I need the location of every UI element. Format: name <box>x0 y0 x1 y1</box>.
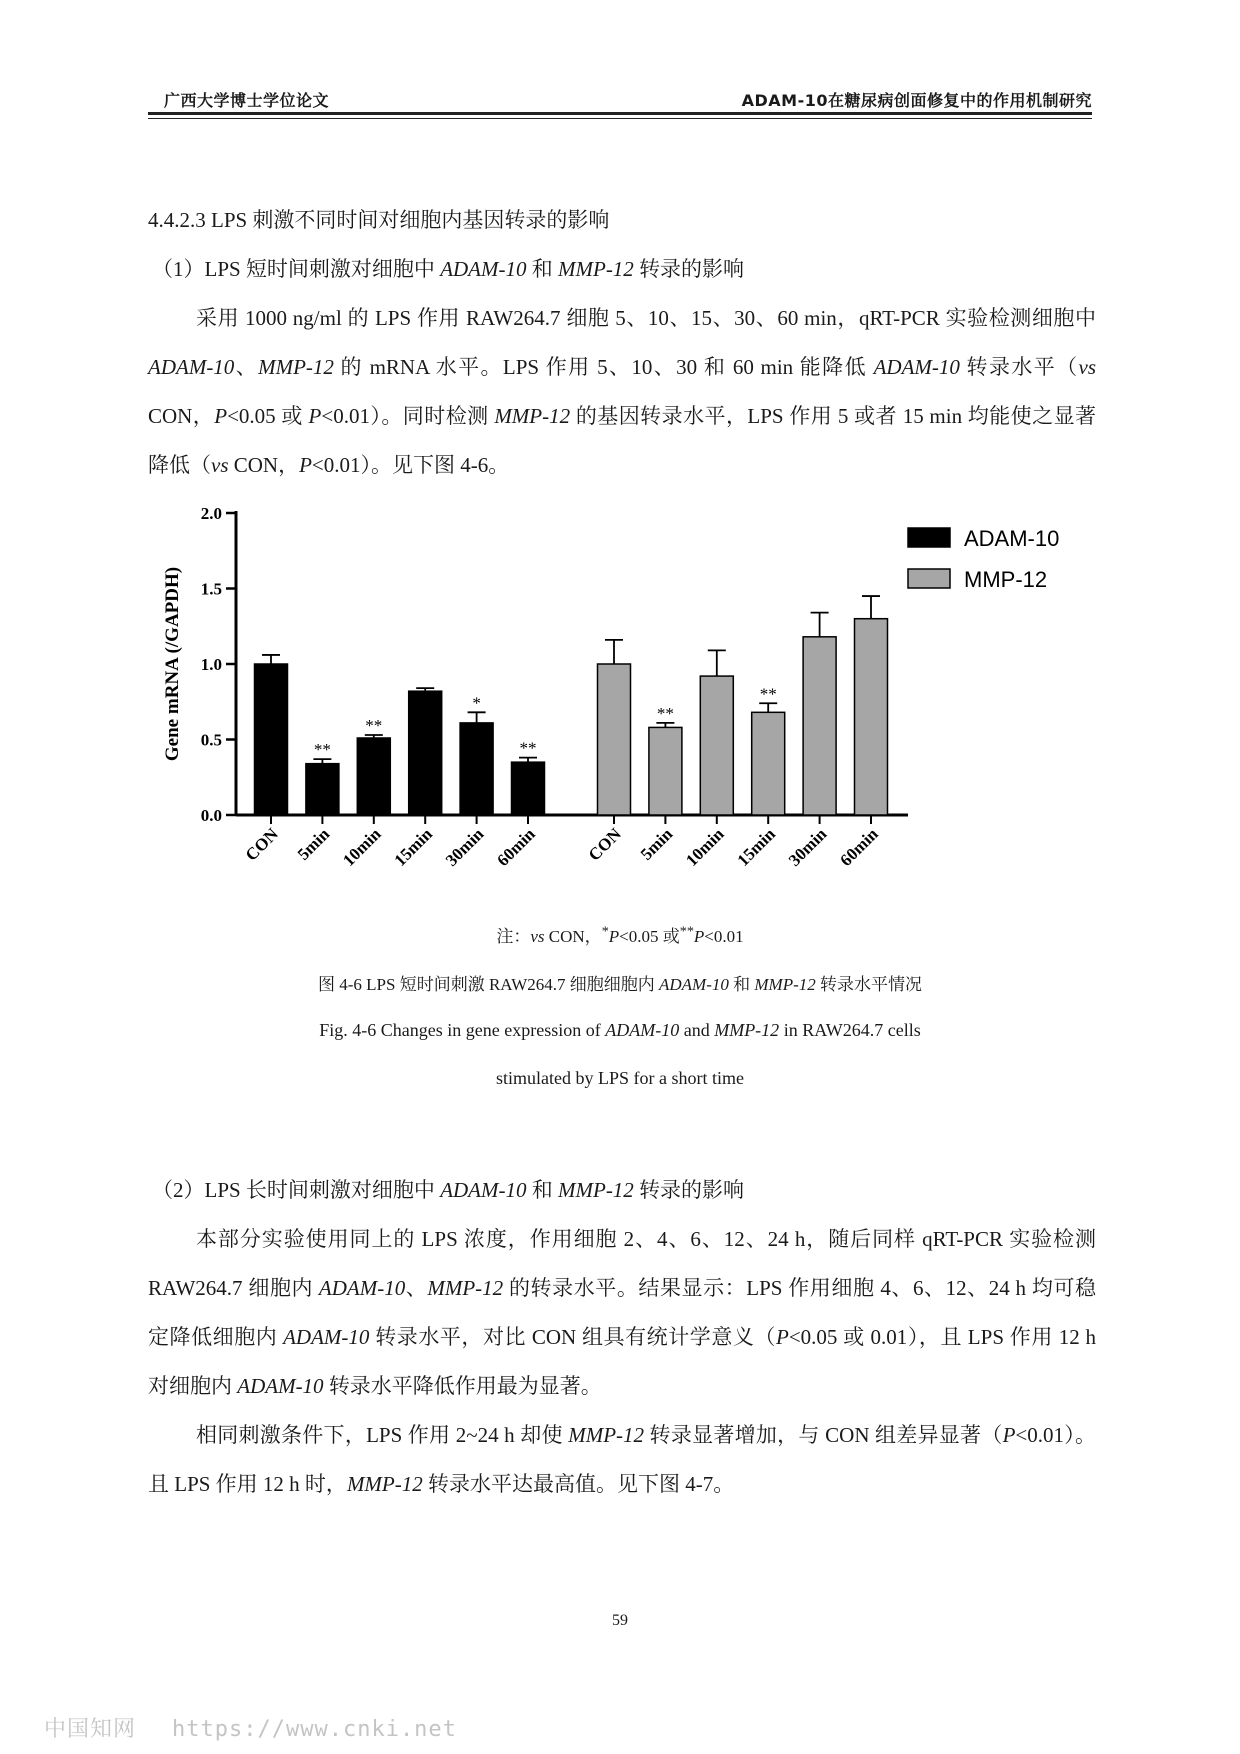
x-tick-label: 10min <box>682 824 728 870</box>
y-tick-label: 2.0 <box>200 504 222 523</box>
bar-mmp-12 <box>803 637 836 815</box>
bottom-text-block <box>148 1166 1096 1509</box>
section-heading: 4.4.2.3 LPS 刺激不同时间对细胞内基因转录的影响 <box>148 208 610 232</box>
running-header-left: 广西大学博士学位论文 <box>164 91 330 110</box>
x-tick-label: 15min <box>390 824 437 870</box>
legend-label: MMP-12 <box>964 567 1048 592</box>
bar-adam-10 <box>512 762 545 815</box>
significance-label: ** <box>519 738 537 758</box>
figure-caption-cn: 图 4-6 LPS 短时间刺激 RAW264.7 细胞细胞内 ADAM-10 和 MMP-12 转录水平情况 <box>317 975 922 994</box>
significance-label: ** <box>656 703 674 723</box>
bar-adam-10 <box>255 664 288 815</box>
bar-adam-10 <box>306 764 339 815</box>
x-tick-label: 60min <box>836 824 882 870</box>
x-tick-label: 60min <box>493 824 539 870</box>
x-tick-label: 30min <box>441 824 488 870</box>
page-number: 59 <box>612 1612 628 1629</box>
paragraph-3: 相同刺激条件下，LPS 作用 2~24 h 却使 MMP-12 转录显著增加，与 CON 组差异显著（P<0.01）。且 LPS 作用 12 h 时，MMP-12 转录水平达最高值。见下图 4-7。 <box>148 1423 1097 1496</box>
y-tick-label: 0.5 <box>200 730 222 750</box>
y-axis-label: Gene mRNA (/GAPDH) <box>162 566 183 762</box>
bar-mmp-12 <box>700 676 733 815</box>
legend-swatch <box>908 528 950 547</box>
significance-label: * <box>472 693 481 713</box>
y-tick-label: 1.5 <box>200 579 222 599</box>
bar-mmp-12 <box>752 712 785 815</box>
subsection-1-heading: （1）LPS 短时间刺激对细胞中 ADAM-10 和 MMP-12 转录的影响 <box>152 257 745 281</box>
y-tick-label: 0.0 <box>200 806 222 825</box>
running-header-right: ADAM-10在糖尿病创面修复中的作用机制研究 <box>741 91 1092 110</box>
subsection-2-heading: （2）LPS 长时间刺激对细胞中 ADAM-10 和 MMP-12 转录的影响 <box>152 1178 745 1202</box>
x-tick-label: 5min <box>293 824 334 864</box>
watermark: 中国知网 https://www.cnki.net <box>44 1717 457 1742</box>
x-tick-label: 10min <box>339 824 385 870</box>
figure-caption-en: Fig. 4-6 Changes in gene expression of ADAM-10 and MMP-12 in RAW264.7 cells <box>319 1020 921 1040</box>
legend-label: ADAM-10 <box>964 526 1060 551</box>
bar-adam-10 <box>460 723 493 815</box>
bar-mmp-12 <box>649 727 682 815</box>
y-tick-label: 1.0 <box>200 655 222 674</box>
significance-label: ** <box>365 715 383 735</box>
x-tick-label: 5min <box>636 824 677 864</box>
x-tick-label: 30min <box>784 824 831 870</box>
paragraph-2: 本部分实验使用同上的 LPS 浓度，作用细胞 2、4、6、12、24 h，随后同样 qRT-PCR 实验检测 RAW264.7 细胞内 ADAM-10、MMP-12 的转录水平。结果显示：LPS 作用细胞 4、6、12、24 h 均可稳定降低细胞内 ADAM-10 转录水平，对比 CON 组具有统计学意义（P<0.05 或 0.01），且 LPS 作用 12 h 对细胞内 ADAM-10 转录水平降低作用最为显著。 <box>148 1227 1097 1398</box>
bar-adam-10 <box>357 738 390 815</box>
legend-swatch <box>908 569 950 588</box>
significance-label: ** <box>759 684 777 704</box>
x-tick-label: CON <box>584 824 625 865</box>
paragraph-1: 采用 1000 ng/ml 的 LPS 作用 RAW264.7 细胞 5、10、15、30、60 min，qRT-PCR 实验检测细胞中 ADAM-10、MMP-12 的 mRNA 水平。LPS 作用 5、10、30 和 60 min 能降低 ADAM-10 转录水平（vs CON，P<0.05 或 P<0.01）。同时检测 MMP-12 的基因转录水平，LPS 作用 5 或者 15 min 均能使之显著降低（vs CON，P<0.01）。见下图 4-6。 <box>148 306 1097 477</box>
bar-mmp-12 <box>598 664 631 815</box>
x-tick-label: CON <box>241 824 282 865</box>
significance-label: ** <box>313 740 331 760</box>
bar-adam-10 <box>409 691 442 815</box>
figure-note: 注：vs CON，*P<0.05 或**P<0.01 <box>496 923 744 946</box>
bar-mmp-12 <box>855 619 888 815</box>
figure-caption-en-line2: stimulated by LPS for a short time <box>496 1068 744 1088</box>
x-tick-label: 15min <box>733 824 780 870</box>
